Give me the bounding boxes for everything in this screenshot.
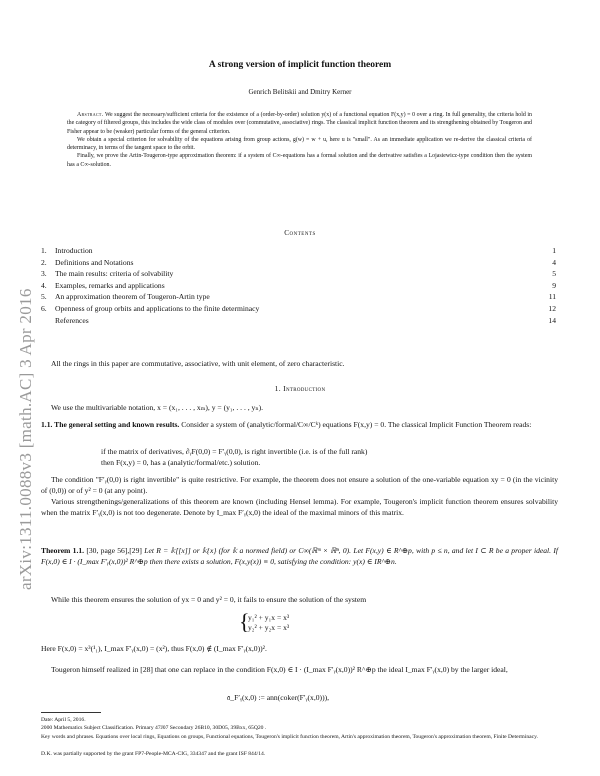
ift-line-2: then F(x,y) = 0, has a (analytic/formal/etc.) solution.	[101, 457, 261, 467]
toc-row[interactable]	[41, 291, 556, 303]
system-line-1: y₁² + y₁x = x³	[248, 613, 290, 622]
paper-title: A strong version of implicit function theorem	[208, 60, 392, 70]
toc-page: 12	[548, 303, 556, 313]
theorem-text: Let R = 𝕜[[x]] or 𝕜{x} (for 𝕜 a normed field) or C∞(ℝᵐ × ℝⁿ, 0). Let F(x,y) ∈ R^⊕p, with p ≤ n, and let I ⊂ R be a proper ideal. If F(x,0) ∈ I · (I_max F′ᵧ(x,0))² R^⊕p then there exists a solution, F(x,y(x)) ≡ 0, satisfying the condition: y(x) ∈ IR^⊕n.	[41, 546, 558, 567]
toc-title: Examples, remarks and applications	[55, 280, 165, 290]
system-line-2: y₂² + y₂x = x³	[248, 623, 290, 632]
abstract	[67, 111, 532, 169]
left-brace: {	[239, 609, 250, 634]
toc-page: 14	[548, 315, 556, 325]
toc-page: 1	[552, 246, 556, 255]
section-heading-introduction: 1. Introduction	[274, 384, 326, 393]
arxiv-stamp: arXiv:1311.0088v3 [math.AC] 3 Apr 2016	[16, 288, 35, 590]
theorem-label: Theorem 1.1.	[41, 546, 85, 555]
toc-row[interactable]	[41, 280, 556, 292]
footnote-date: Date: April 5, 2016.	[41, 717, 86, 723]
theorem-1-1	[41, 545, 558, 567]
subsection-text: Consider a system of (analytic/formal/C∞/Cᵏ) equations F(x,y) = 0. The classical Implicit Function Theorem reads:	[181, 420, 532, 429]
toc-title: Introduction	[55, 246, 93, 255]
toc-page: 4	[552, 257, 556, 267]
toc-page: 11	[548, 292, 556, 302]
abstract-paragraph-3: Finally, we prove the Artin-Tougeron-type approximation theorem: if a system of C∞-equations has a formal solution and the derivative satisfies a Lojasiewicz-type condition then the system has a C∞-solution.	[67, 153, 532, 168]
subsection-label: 1.1. The general setting and known results.	[41, 420, 180, 429]
toc-row[interactable]	[41, 257, 556, 269]
toc-number: 6.	[41, 303, 47, 313]
toc-number: 5.	[41, 292, 47, 302]
notation-paragraph: We use the multivariable notation, x = (x₁, . . . , xₘ), y = (y₁, . . . , yₙ).	[51, 403, 264, 412]
abstract-paragraph-1	[67, 111, 532, 136]
toc-row[interactable]	[41, 315, 556, 327]
tougeron-paragraph: Tougeron himself realized in [28] that one can replace in the condition F(x,0) ∈ I · (I_max F′ᵧ(x,0))² R^⊕p the ideal I_max F′ᵧ(x,0) by the larger ideal,	[51, 665, 508, 674]
toc-page: 9	[552, 280, 556, 290]
toc-title: The main results: criteria of solvability	[55, 269, 174, 279]
toc-row[interactable]	[41, 268, 556, 280]
implicit-function-theorem-statement	[101, 447, 551, 469]
toc-number: 1.	[41, 246, 47, 255]
toc-number: 2.	[41, 257, 47, 267]
rings-note: All the rings in this paper are commutative, associative, with unit element, of zero characteristic.	[51, 359, 345, 368]
while-paragraph: While this theorem ensures the solution of yx = 0 and y² = 0, it fails to ensure the solution of the system	[51, 595, 367, 604]
equation-system	[239, 609, 290, 634]
abstract-label: Abstract.	[77, 112, 104, 118]
toc-title: Definitions and Notations	[55, 257, 134, 267]
theorem-reference[interactable]: [30, page 56],[29]	[86, 546, 142, 555]
toc-row[interactable]	[41, 303, 556, 315]
toc-title: Openness of group orbits and applications to the finite determinacy	[55, 303, 260, 313]
table-of-contents	[41, 245, 556, 326]
ideal-formula: 𝔞_F′ᵧ(x,0) := ann(coker(F′ᵧ(x,0))),	[227, 693, 330, 702]
footnote-keywords: Key words and phrases. Equations over local rings, Equations on groups, Functional equations, Tougeron's implicit function theorem, Artin's approximation theorem, Tougeron's approximation theorem, Finite Determinacy.	[41, 734, 538, 740]
toc-page: 5	[552, 269, 556, 279]
strengthenings-paragraph: Various strengthenings/generalizations of this theorem are known (including Hensel lemma). For example, Tougeron's implicit function theorem ensures solvability when the matrix F′ᵧ(x,0) is not too degenerate. Denote by I_max F′ᵧ(x,0) the ideal of the maximal minors of this matrix.	[41, 497, 558, 517]
toc-row[interactable]	[41, 245, 556, 257]
footnote-grant: D.K. was partially supported by the grant FP7-People-MCA-CIG, 334347 and the grant ISF 844/14.	[41, 751, 266, 757]
footnote-msc: 2000 Mathematics Subject Classification. Primary 47J07 Secondary 26B10, 30D05, 39Bxx, 65Q20 .	[41, 725, 267, 731]
toc-number: 4.	[41, 280, 47, 290]
toc-title: References	[55, 315, 89, 325]
subsection-1-1	[41, 420, 558, 431]
toc-number: 3.	[41, 269, 47, 279]
paper-authors: Genrich Belitskii and Dmitry Kerner	[248, 88, 352, 96]
contents-heading: Contents	[284, 229, 316, 237]
ift-line-1: if the matrix of derivatives, ∂ᵧF(0,0) = F′ᵧ(0,0), is right invertible (i.e. is of the full rank)	[101, 447, 368, 456]
footnote-rule	[41, 712, 101, 713]
condition-paragraph: The condition "F′ᵧ(0,0) is right invertible" is quite restrictive. For example, the theorem does not ensure a solution of the one-variable equation xy = 0 (in the vicinity of (0,0)) or of y² = 0 (at any point).	[41, 475, 558, 495]
abstract-text-1: We suggest the necessary/sufficient criteria for the existence of a (order-by-order) solution y(x) of a functional equation F(x,y) = 0 over a ring. In full generality, the criteria hold in the category of filtered groups, this includes the wide class of modules over (commutative, associative) rings. The classical implicit function theorem and its strengthening obtained by Tougeron and Fisher appear to be (weaker) particular forms of the general criterion.	[67, 112, 532, 135]
toc-title: An approximation theorem of Tougeron-Artin type	[55, 292, 210, 302]
abstract-paragraph-2: We obtain a special criterion for solvability of the equations arising from group actions, g(w) = w + u, here u is "small". As an immediate application we re-derive the classical criteria of determinacy, in terms of the tangent space to the orbit.	[67, 136, 532, 152]
here-paragraph: Here F(x,0) = x³(¹₁), I_max F′ᵧ(x,0) = (x²), thus F(x,0) ∉ (I_max F′ᵧ(x,0))².	[41, 644, 267, 653]
toc-number	[41, 315, 55, 327]
